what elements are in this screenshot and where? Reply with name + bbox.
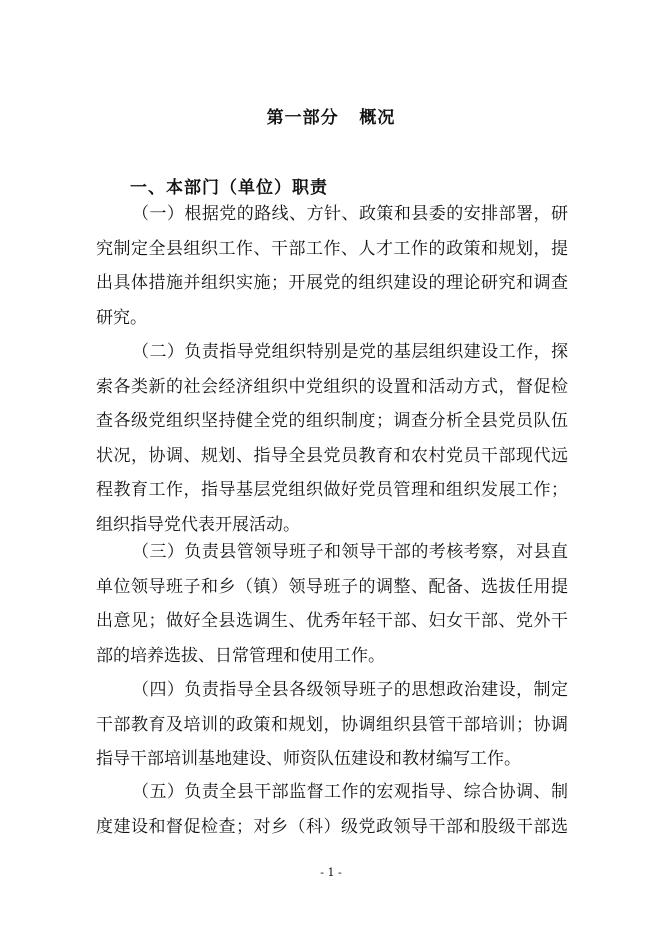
paragraph-line: 度建设和督促检查；对乡（科）级党政领导干部和股级干部选	[96, 816, 568, 837]
paragraph-line: （四）负责指导全县各级领导班子的思想政治建设，制定	[132, 680, 568, 700]
paragraph-line: （五）负责全县干部监督工作的宏观指导、综合协调、制	[132, 782, 568, 802]
paragraph-line: 研究。	[96, 307, 147, 328]
duty-paragraph-4	[96, 673, 568, 777]
paragraph-line: 查各级党组织坚持健全党的组织制度；调查分析全县党员队伍	[96, 411, 568, 431]
section-heading: 一、本部门（单位）职责	[130, 178, 328, 198]
paragraph-line: 索各类新的社会经济组织中党组织的设置和活动方式，督促检	[96, 376, 568, 397]
paragraph-line: 部的培养选拔、日常管理和使用工作。	[96, 645, 385, 666]
paragraph-line: （二）负责指导党组织特别是党的基层组织建设工作，探	[132, 342, 568, 362]
paragraph-line: （三）负责县管领导班子和领导干部的考核考察，对县直	[132, 542, 568, 562]
duty-paragraph-2	[96, 335, 568, 542]
paragraph-line: 组织指导党代表开展活动。	[96, 514, 300, 535]
paragraph-line: 指导干部培训基地建设、师资队伍建设和教材编写工作。	[96, 749, 521, 769]
paragraph-line: 程教育工作，指导基层党组织做好党员管理和组织发展工作；	[96, 480, 568, 500]
paragraph-line: 出具体措施并组织实施；开展党的组织建设的理论研究和调查	[96, 273, 568, 293]
paragraph-line: 干部教育及培训的政策和规划，协调组织县管干部培训；协调	[96, 714, 568, 735]
paragraph-line: 状况，协调、规划、指导全县党员教育和农村党员干部现代远	[96, 445, 568, 466]
duty-paragraph-3	[96, 535, 568, 673]
part-title: 第一部分 概况	[266, 108, 396, 128]
paragraph-line: （一）根据党的路线、方针、政策和县委的安排部署，研	[132, 204, 568, 224]
duty-paragraph-1	[96, 197, 568, 335]
duty-paragraph-5	[96, 775, 568, 844]
paragraph-line: 究制定全县组织工作、干部工作、人才工作的政策和规划，提	[96, 238, 568, 259]
page-number: - 1 -	[320, 866, 342, 879]
paragraph-line: 单位领导班子和乡（镇）领导班子的调整、配备、选拔任用提	[96, 576, 568, 597]
paragraph-line: 出意见；做好全县选调生、优秀年轻干部、妇女干部、党外干	[96, 611, 568, 631]
